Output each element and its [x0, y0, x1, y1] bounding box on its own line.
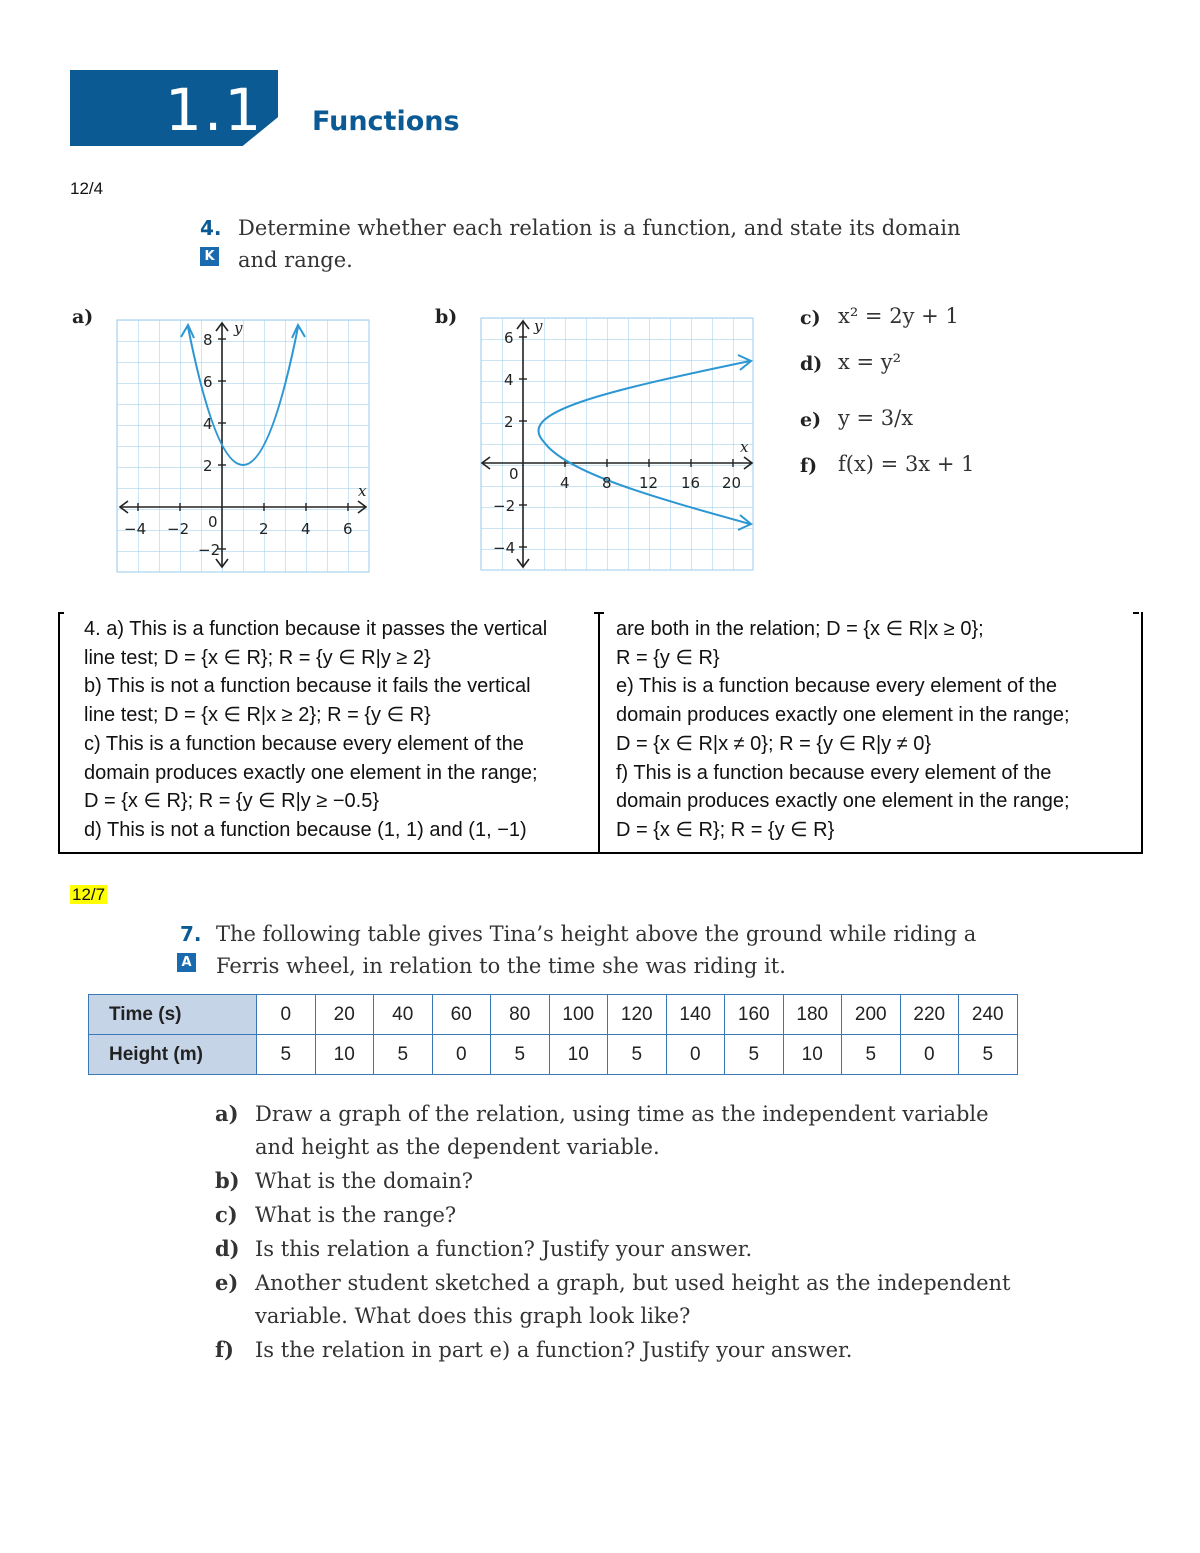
eq-e: y = 3/x	[838, 406, 914, 430]
table-cell: 5	[959, 1035, 1018, 1075]
part-text: variable. What does this graph look like?	[255, 1304, 691, 1328]
table-cell: 0	[900, 1035, 959, 1075]
answer-line: domain produces exactly one element in the range;	[616, 704, 1070, 727]
part-a-cont	[215, 1131, 1035, 1164]
date-label-1: 12/4	[70, 179, 104, 198]
part-d	[215, 1232, 1035, 1266]
section-number: 1.1	[165, 76, 264, 144]
answer-line: f) This is a function because every element of the	[616, 761, 1052, 784]
table-cell: 10	[783, 1035, 842, 1075]
graph-b-ytick: −2	[493, 497, 516, 515]
part-text: and height as the dependent variable.	[255, 1135, 660, 1159]
part-b	[215, 1164, 1035, 1198]
graph-a-xtick: 4	[301, 520, 311, 538]
graph-a	[112, 315, 374, 575]
graph-b-xtick: 4	[560, 474, 570, 492]
question-4-number: 4.	[200, 216, 222, 240]
answer-line: domain produces exactly one element in the range;	[84, 761, 538, 784]
question-7-parts	[215, 1097, 1035, 1367]
part-text: Is the relation in part e) a function? Justify your answer.	[255, 1338, 853, 1362]
eq-d: x = y²	[838, 350, 902, 374]
graph-b-xtick: 20	[722, 474, 742, 492]
table-cell: 0	[432, 1035, 491, 1075]
graph-a-ytick: 6	[203, 373, 213, 391]
question-4-line1: Determine whether each relation is a function, and state its domain	[238, 216, 961, 240]
table-row-time	[89, 995, 1018, 1035]
answer-line: domain produces exactly one element in the range;	[616, 790, 1070, 813]
part-text: e)	[215, 1270, 239, 1295]
graph-a-ytick: 2	[203, 457, 213, 475]
answer-line: d) This is not a function because (1, 1) and (1, −1)	[84, 818, 527, 841]
graph-b-xtick: 8	[602, 474, 612, 492]
table-cell: 220	[900, 995, 959, 1035]
graph-b-xlabel: x	[740, 438, 749, 456]
table-cell: 20	[315, 995, 374, 1035]
table-cell: 0	[666, 1035, 725, 1075]
graph-a-xtick: 2	[259, 520, 269, 538]
section-title: Functions	[312, 106, 460, 137]
answer-divider	[598, 612, 600, 852]
table-cell: 180	[783, 995, 842, 1035]
table-cell: 5	[725, 1035, 784, 1075]
table-cell: 200	[842, 995, 901, 1035]
part-text: d)	[215, 1236, 240, 1261]
graph-a-xlabel: x	[358, 482, 367, 500]
graph-b	[476, 313, 758, 575]
graph-b-ytick: −4	[493, 539, 516, 557]
part-text: b)	[215, 1168, 240, 1193]
part-e	[215, 1266, 1035, 1300]
table-cell: 5	[374, 1035, 433, 1075]
part-text: What is the domain?	[255, 1169, 473, 1193]
graph-b-ytick: 4	[504, 371, 514, 389]
part-a	[215, 1097, 1035, 1131]
eq-c-label: c)	[800, 307, 821, 329]
graph-b-origin: 0	[509, 465, 519, 483]
part-text: Draw a graph of the relation, using time as the independent variable	[255, 1102, 989, 1126]
graph-a-ytick: −2	[198, 541, 221, 559]
graph-b-label: b)	[435, 306, 458, 328]
graph-a-ytick: 4	[203, 415, 213, 433]
table-cell: 10	[549, 1035, 608, 1075]
graph-a-xtick: 6	[343, 520, 353, 538]
eq-d-label: d)	[800, 353, 823, 375]
table-cell: 10	[315, 1035, 374, 1075]
time-header: Time (s)	[89, 995, 257, 1035]
table-cell: 5	[491, 1035, 550, 1075]
part-f	[215, 1333, 1035, 1367]
part-text: c)	[215, 1202, 238, 1227]
answer-line: 4. a) This is a function because it passes the vertical	[84, 618, 548, 640]
table-cell: 80	[491, 995, 550, 1035]
part-text: f)	[215, 1337, 234, 1362]
graph-a-label: a)	[72, 306, 94, 328]
part-text: What is the range?	[255, 1203, 457, 1227]
answer-line: c) This is a function because every element of the	[84, 732, 524, 755]
graph-a-ytick: 8	[203, 331, 213, 349]
table-cell: 60	[432, 995, 491, 1035]
answer-line: D = {x ∈ R|x ≠ 0}; R = {y ∈ R|y ≠ 0}	[616, 732, 932, 755]
part-text: a)	[215, 1101, 239, 1126]
answer-line: D = {x ∈ R}; R = {y ∈ R}	[616, 818, 835, 841]
date-highlight: 12/7	[72, 885, 106, 904]
badge-a: A	[177, 953, 196, 972]
graph-b-xtick: 12	[639, 474, 659, 492]
table-cell: 100	[549, 995, 608, 1035]
answer-line: R = {y ∈ R}	[616, 646, 720, 669]
badge-k: K	[200, 247, 219, 266]
graph-b-ytick: 6	[504, 329, 514, 347]
graph-a-xtick: 0	[208, 513, 218, 531]
part-c	[215, 1198, 1035, 1232]
part-text: Another student sketched a graph, but used height as the independent	[255, 1271, 1011, 1295]
table-cell: 5	[842, 1035, 901, 1075]
table-cell: 5	[608, 1035, 667, 1075]
answer-line: line test; D = {x ∈ R}; R = {y ∈ R|y ≥ 2}	[84, 646, 431, 669]
part-text: Is this relation a function? Justify your answer.	[255, 1237, 753, 1261]
question-7-line1: The following table gives Tina’s height above the ground while riding a	[216, 922, 977, 946]
answer-line: e) This is a function because every element of the	[616, 675, 1057, 698]
table-cell: 0	[257, 995, 316, 1035]
table-cell: 120	[608, 995, 667, 1035]
table-cell: 40	[374, 995, 433, 1035]
table-cell: 5	[257, 1035, 316, 1075]
table-cell: 240	[959, 995, 1018, 1035]
height-header: Height (m)	[89, 1035, 257, 1075]
eq-f: f(x) = 3x + 1	[838, 452, 975, 476]
graph-a-xtick: −2	[167, 520, 190, 538]
answers-right	[616, 615, 1136, 845]
graph-b-xtick: 16	[681, 474, 701, 492]
question-7-number: 7.	[180, 922, 202, 946]
graph-b-ylabel: y	[534, 317, 543, 335]
answer-line: b) This is not a function because it fails the vertical	[84, 675, 531, 698]
eq-e-label: e)	[800, 409, 822, 431]
eq-c: x² = 2y + 1	[838, 304, 959, 328]
answer-line: are both in the relation; D = {x ∈ R|x ≥ 0};	[616, 618, 984, 640]
date-label-2	[70, 885, 107, 905]
graph-b-ytick: 2	[504, 413, 514, 431]
table-row-height	[89, 1035, 1018, 1075]
answers-left	[84, 615, 594, 845]
answer-line: D = {x ∈ R}; R = {y ∈ R|y ≥ −0.5}	[84, 790, 380, 813]
graph-a-ylabel: y	[234, 319, 243, 337]
ferris-table	[88, 994, 1018, 1075]
eq-f-label: f)	[800, 455, 818, 477]
answer-line: line test; D = {x ∈ R|x ≥ 2}; R = {y ∈ R}	[84, 704, 431, 727]
table-cell: 140	[666, 995, 725, 1035]
question-4-line2: and range.	[238, 248, 353, 272]
table-cell: 160	[725, 995, 784, 1035]
part-e-cont	[215, 1300, 1035, 1333]
question-7-line2: Ferris wheel, in relation to the time she was riding it.	[216, 954, 786, 978]
graph-a-xtick: −4	[124, 520, 147, 538]
